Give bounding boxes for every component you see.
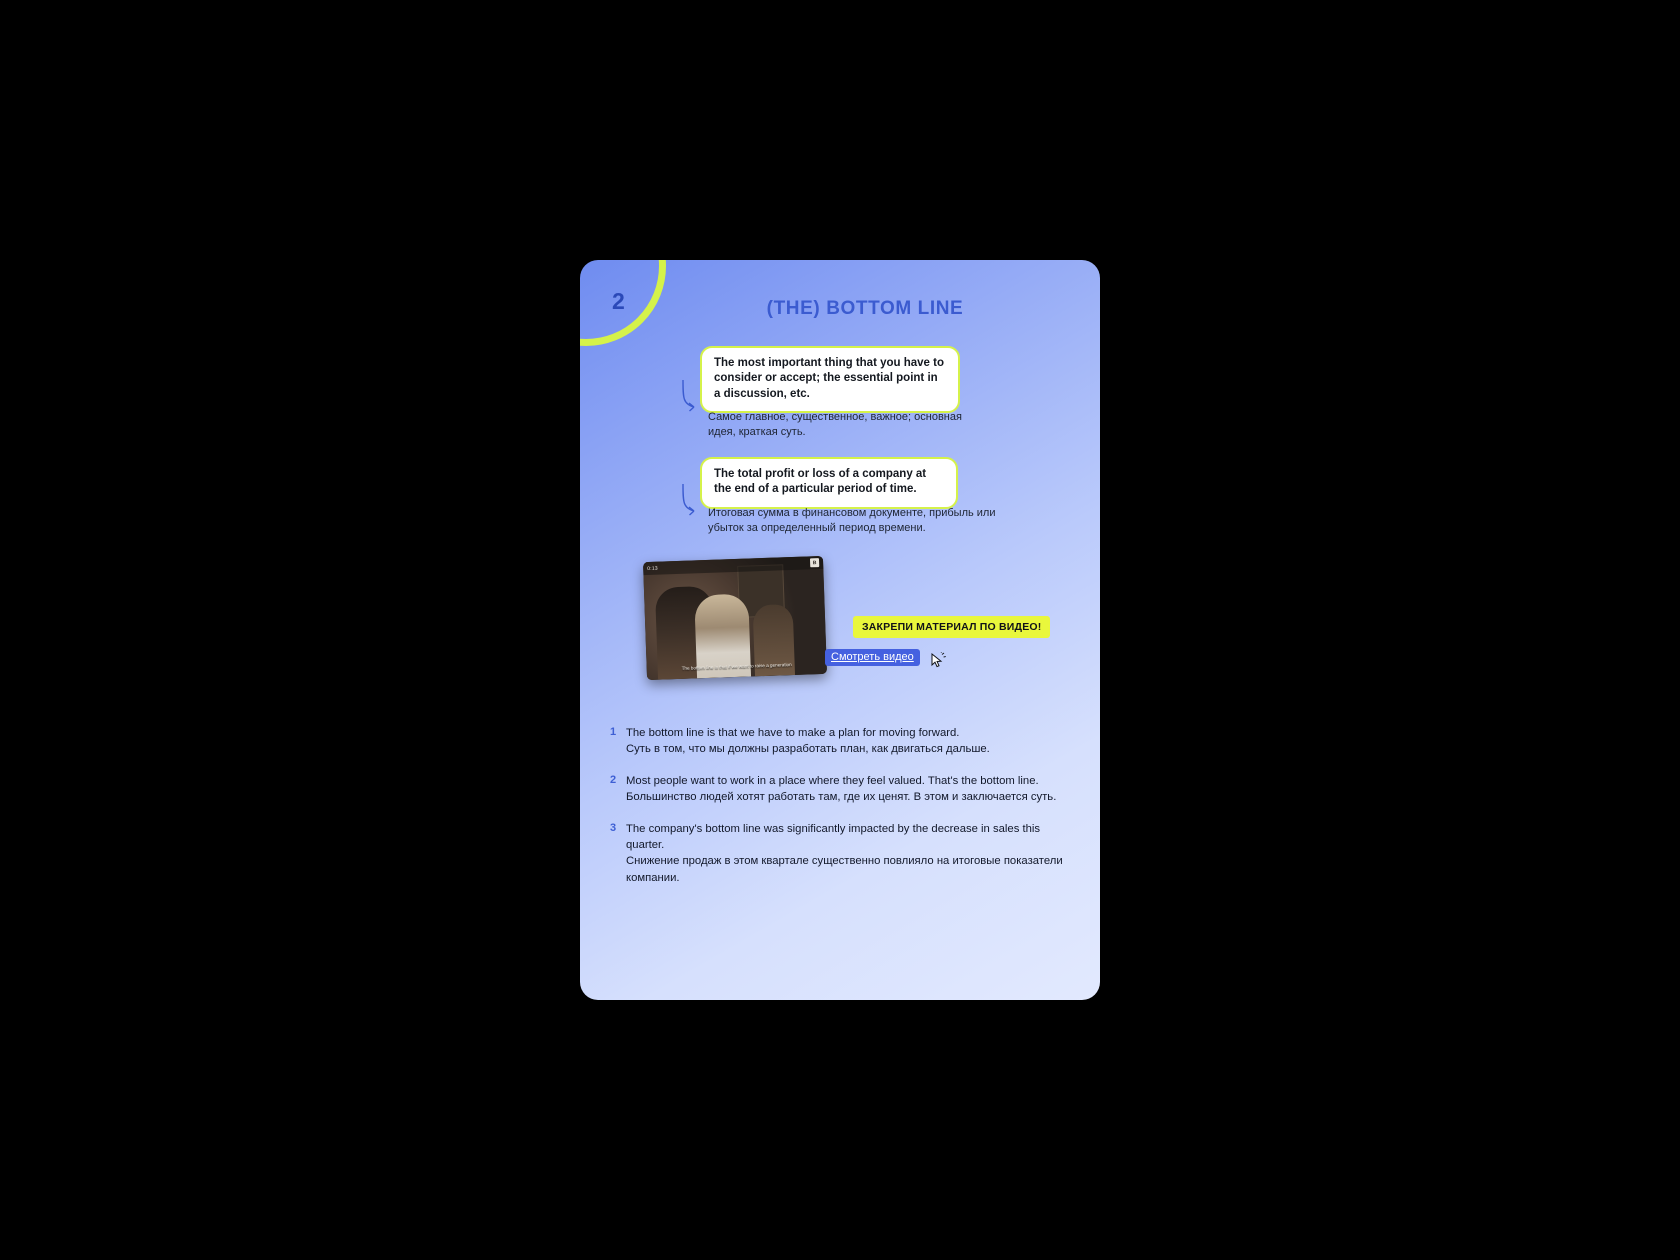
example-sentence-en: Most people want to work in a place where they feel valued. That's the bottom line. — [626, 774, 1039, 787]
examples-list — [580, 725, 1100, 901]
example-number: 3 — [610, 821, 617, 834]
video-caption: The bottom line is that if we want to raise a generation — [681, 662, 792, 671]
cursor-pointer-icon — [929, 652, 947, 670]
example-number: 1 — [610, 726, 617, 738]
watch-video-link[interactable]: Смотреть видео — [825, 649, 920, 666]
arrow-down-icon-2 — [680, 482, 702, 516]
example-sentence-ru: Снижение продаж в этом квартале существенно повлияло на итоговые показатели компании. — [626, 855, 1063, 884]
example-sentence-en: The company's bottom line was significantly impacted by the decrease in sales this quarter. — [626, 822, 1041, 851]
definition-bubble-1: The most important thing that you have to consider or accept; the essential point in a discussion, etc. — [700, 346, 960, 413]
page-title: (THE) BOTTOM LINE — [766, 298, 964, 319]
list-item — [610, 773, 1072, 806]
definition-translation-2: Итоговая сумма в финансовом документе, прибыль или убыток за определенный период времени. — [708, 507, 996, 534]
example-number: 2 — [610, 773, 617, 786]
list-item — [610, 821, 1072, 887]
list-item — [610, 725, 1072, 758]
video-thumbnail[interactable] — [643, 556, 827, 680]
example-sentence-ru: Большинство людей хотят работать там, где их ценят. В этом и заключается суть. — [626, 791, 1057, 804]
card-number: 2 — [612, 288, 626, 314]
vocabulary-card — [580, 260, 1100, 1000]
video-time-label: 0:13 — [647, 565, 658, 572]
example-sentence-en: The bottom line is that we have to make a plan for moving forward. — [626, 727, 960, 739]
definition-bubble-2: The total profit or loss of a company at the end of a particular period of time. — [700, 457, 958, 509]
cta-banner: ЗАКРЕПИ МАТЕРИАЛ ПО ВИДЕО! — [853, 616, 1050, 638]
definition-translation-1: Самое главное, существенное, важное; основная идея, краткая суть. — [708, 411, 962, 438]
arrow-down-icon-1 — [680, 378, 702, 412]
example-sentence-ru: Суть в том, что мы должны разработать план, как двигаться дальше. — [626, 743, 990, 756]
video-badge-icon: B — [810, 558, 819, 567]
